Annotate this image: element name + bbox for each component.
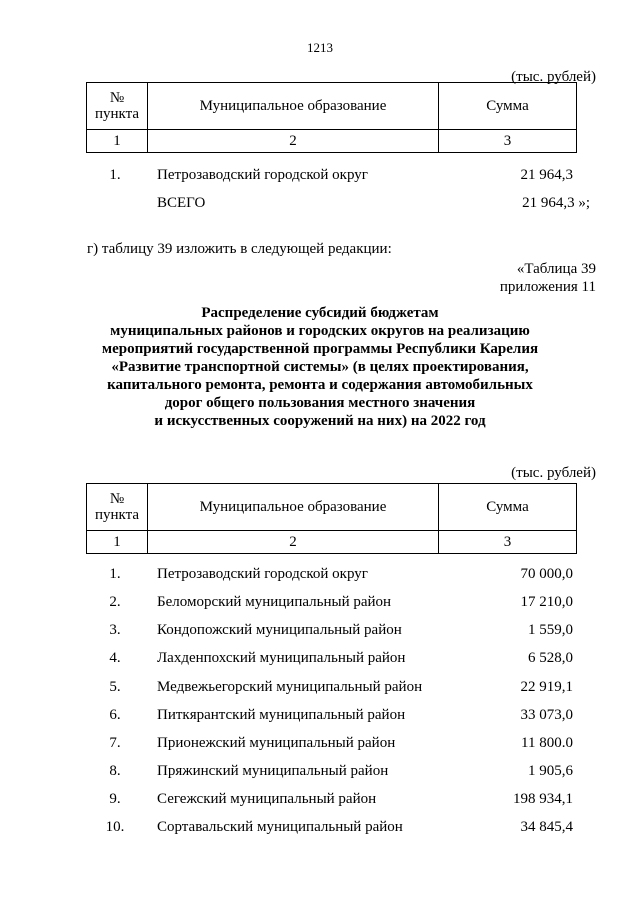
row-number: 2. — [109, 594, 121, 610]
row-municipality: Прионежский муниципальный район — [157, 735, 396, 751]
row-sum: 34 845,4 — [520, 819, 573, 835]
total-label: ВСЕГО — [157, 195, 206, 211]
row-sum: 33 073,0 — [520, 707, 573, 723]
header-sum: Сумма — [439, 484, 577, 531]
row-sum: 22 919,1 — [520, 679, 573, 695]
col-number-3: 3 — [439, 130, 577, 153]
row-municipality: Питкярантский муниципальный район — [157, 707, 406, 723]
row-number: 6. — [109, 707, 121, 723]
row-sum: 17 210,0 — [520, 594, 573, 610]
row-number: 5. — [109, 679, 121, 695]
row-sum: 1 559,0 — [528, 622, 573, 638]
header-municipality: Муниципальное образование — [148, 83, 439, 130]
row-municipality: Медвежьегорский муниципальный район — [157, 679, 423, 695]
header-municipality: Муниципальное образование — [148, 484, 439, 531]
title-line: дорог общего пользования местного значения — [164, 395, 476, 411]
row-number: 8. — [109, 763, 121, 779]
row-municipality: Лахденпохский муниципальный район — [157, 650, 406, 666]
row-number: 3. — [109, 622, 121, 638]
header-num: № пункта — [87, 484, 148, 531]
row-number: 7. — [109, 735, 121, 751]
page-number: 1213 — [307, 40, 333, 55]
table-a-header — [86, 82, 577, 153]
table-caption-line1: «Таблица 39 — [516, 261, 596, 277]
title-line: Распределение субсидий бюджетам — [201, 305, 439, 321]
header-num: № пункта — [87, 83, 148, 130]
table-b-header — [86, 483, 577, 554]
title-line: муниципальных районов и городских округов на реализацию — [110, 323, 530, 339]
row-sum: 21 964,3 — [520, 167, 573, 183]
document-title — [0, 304, 640, 430]
units-label-a: (тыс. рублей) — [511, 69, 596, 85]
table-caption-line2: приложения 11 — [499, 279, 596, 295]
title-line: «Развитие транспортной системы» (в целях проектирования, — [111, 359, 529, 375]
header-sum: Сумма — [439, 83, 577, 130]
row-sum: 6 528,0 — [528, 650, 573, 666]
row-municipality: Петрозаводский городской округ — [157, 167, 368, 183]
row-sum: 11 800.0 — [521, 735, 573, 751]
row-municipality: Петрозаводский городской округ — [157, 566, 368, 582]
row-number: 9. — [109, 791, 121, 807]
row-municipality: Сегежский муниципальный район — [157, 791, 377, 807]
row-number: 1. — [109, 566, 121, 582]
row-municipality: Сортавальский муниципальный район — [157, 819, 403, 835]
instruction-text: г) таблицу 39 изложить в следующей редакции: — [87, 241, 392, 257]
row-municipality: Беломорский муниципальный район — [157, 594, 392, 610]
row-number: 1. — [109, 167, 121, 183]
row-municipality: Пряжинский муниципальный район — [157, 763, 389, 779]
row-number: 4. — [109, 650, 121, 666]
col-number-2: 2 — [148, 130, 439, 153]
title-line: мероприятий государственной программы Республики Карелия — [101, 341, 539, 357]
row-sum: 70 000,0 — [520, 566, 573, 582]
title-line: капитального ремонта, ремонта и содержания автомобильных — [107, 377, 533, 393]
row-number: 10. — [105, 819, 125, 835]
row-sum: 198 934,1 — [513, 791, 573, 807]
units-label-b: (тыс. рублей) — [511, 465, 596, 481]
title-line: и искусственных сооружений на них) на 2022 год — [154, 413, 486, 429]
row-municipality: Кондопожский муниципальный район — [157, 622, 402, 638]
col-number-3: 3 — [439, 531, 577, 554]
col-number-1: 1 — [87, 531, 148, 554]
col-number-2: 2 — [148, 531, 439, 554]
col-number-1: 1 — [87, 130, 148, 153]
total-sum: 21 964,3 »; — [522, 195, 590, 211]
row-sum: 1 905,6 — [528, 763, 573, 779]
